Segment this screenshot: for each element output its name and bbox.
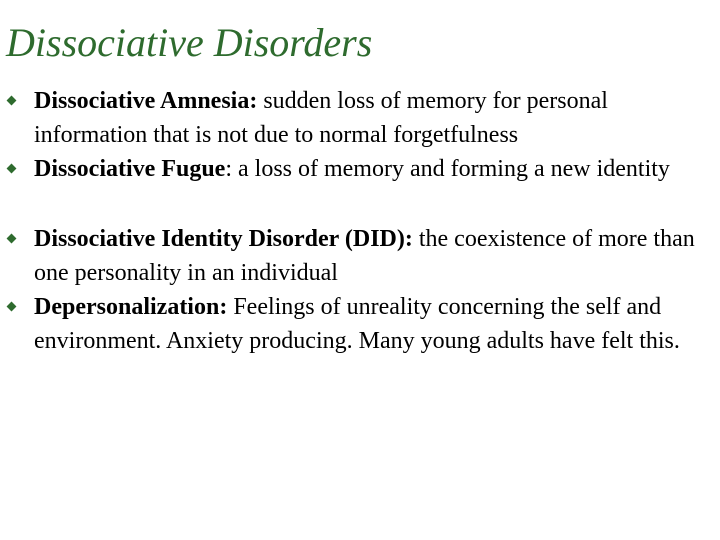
- diamond-bullet-icon: [7, 164, 17, 174]
- bullet-term: Dissociative Amnesia:: [34, 88, 258, 114]
- bullet-text: sudden loss of memory for personal information that is not due to normal forgetfulness: [34, 88, 608, 148]
- bullet-dissociative-identity-disorder: [0, 222, 720, 290]
- bullet-text: Feelings of unreality concerning the self and environment. Anxiety producing. Many young adults have felt this.: [34, 294, 680, 354]
- diamond-bullet-icon: [7, 234, 17, 244]
- bullet-term: Depersonalization:: [34, 294, 228, 320]
- bullet-text: : a loss of memory and forming a new identity: [225, 156, 670, 182]
- slide-title: Dissociative Disorders: [6, 20, 373, 65]
- bullet-term: Dissociative Fugue: [34, 156, 226, 182]
- bullet-dissociative-amnesia: [0, 84, 720, 152]
- bullet-dissociative-fugue: [0, 152, 720, 186]
- bullet-depersonalization: [0, 290, 720, 358]
- bullet-list: [0, 84, 720, 358]
- diamond-bullet-icon: [7, 96, 17, 106]
- bullet-text: the coexistence of more than one personality in an individual: [34, 226, 695, 286]
- diamond-bullet-icon: [7, 302, 17, 312]
- bullet-term: Dissociative Identity Disorder (DID):: [34, 226, 413, 252]
